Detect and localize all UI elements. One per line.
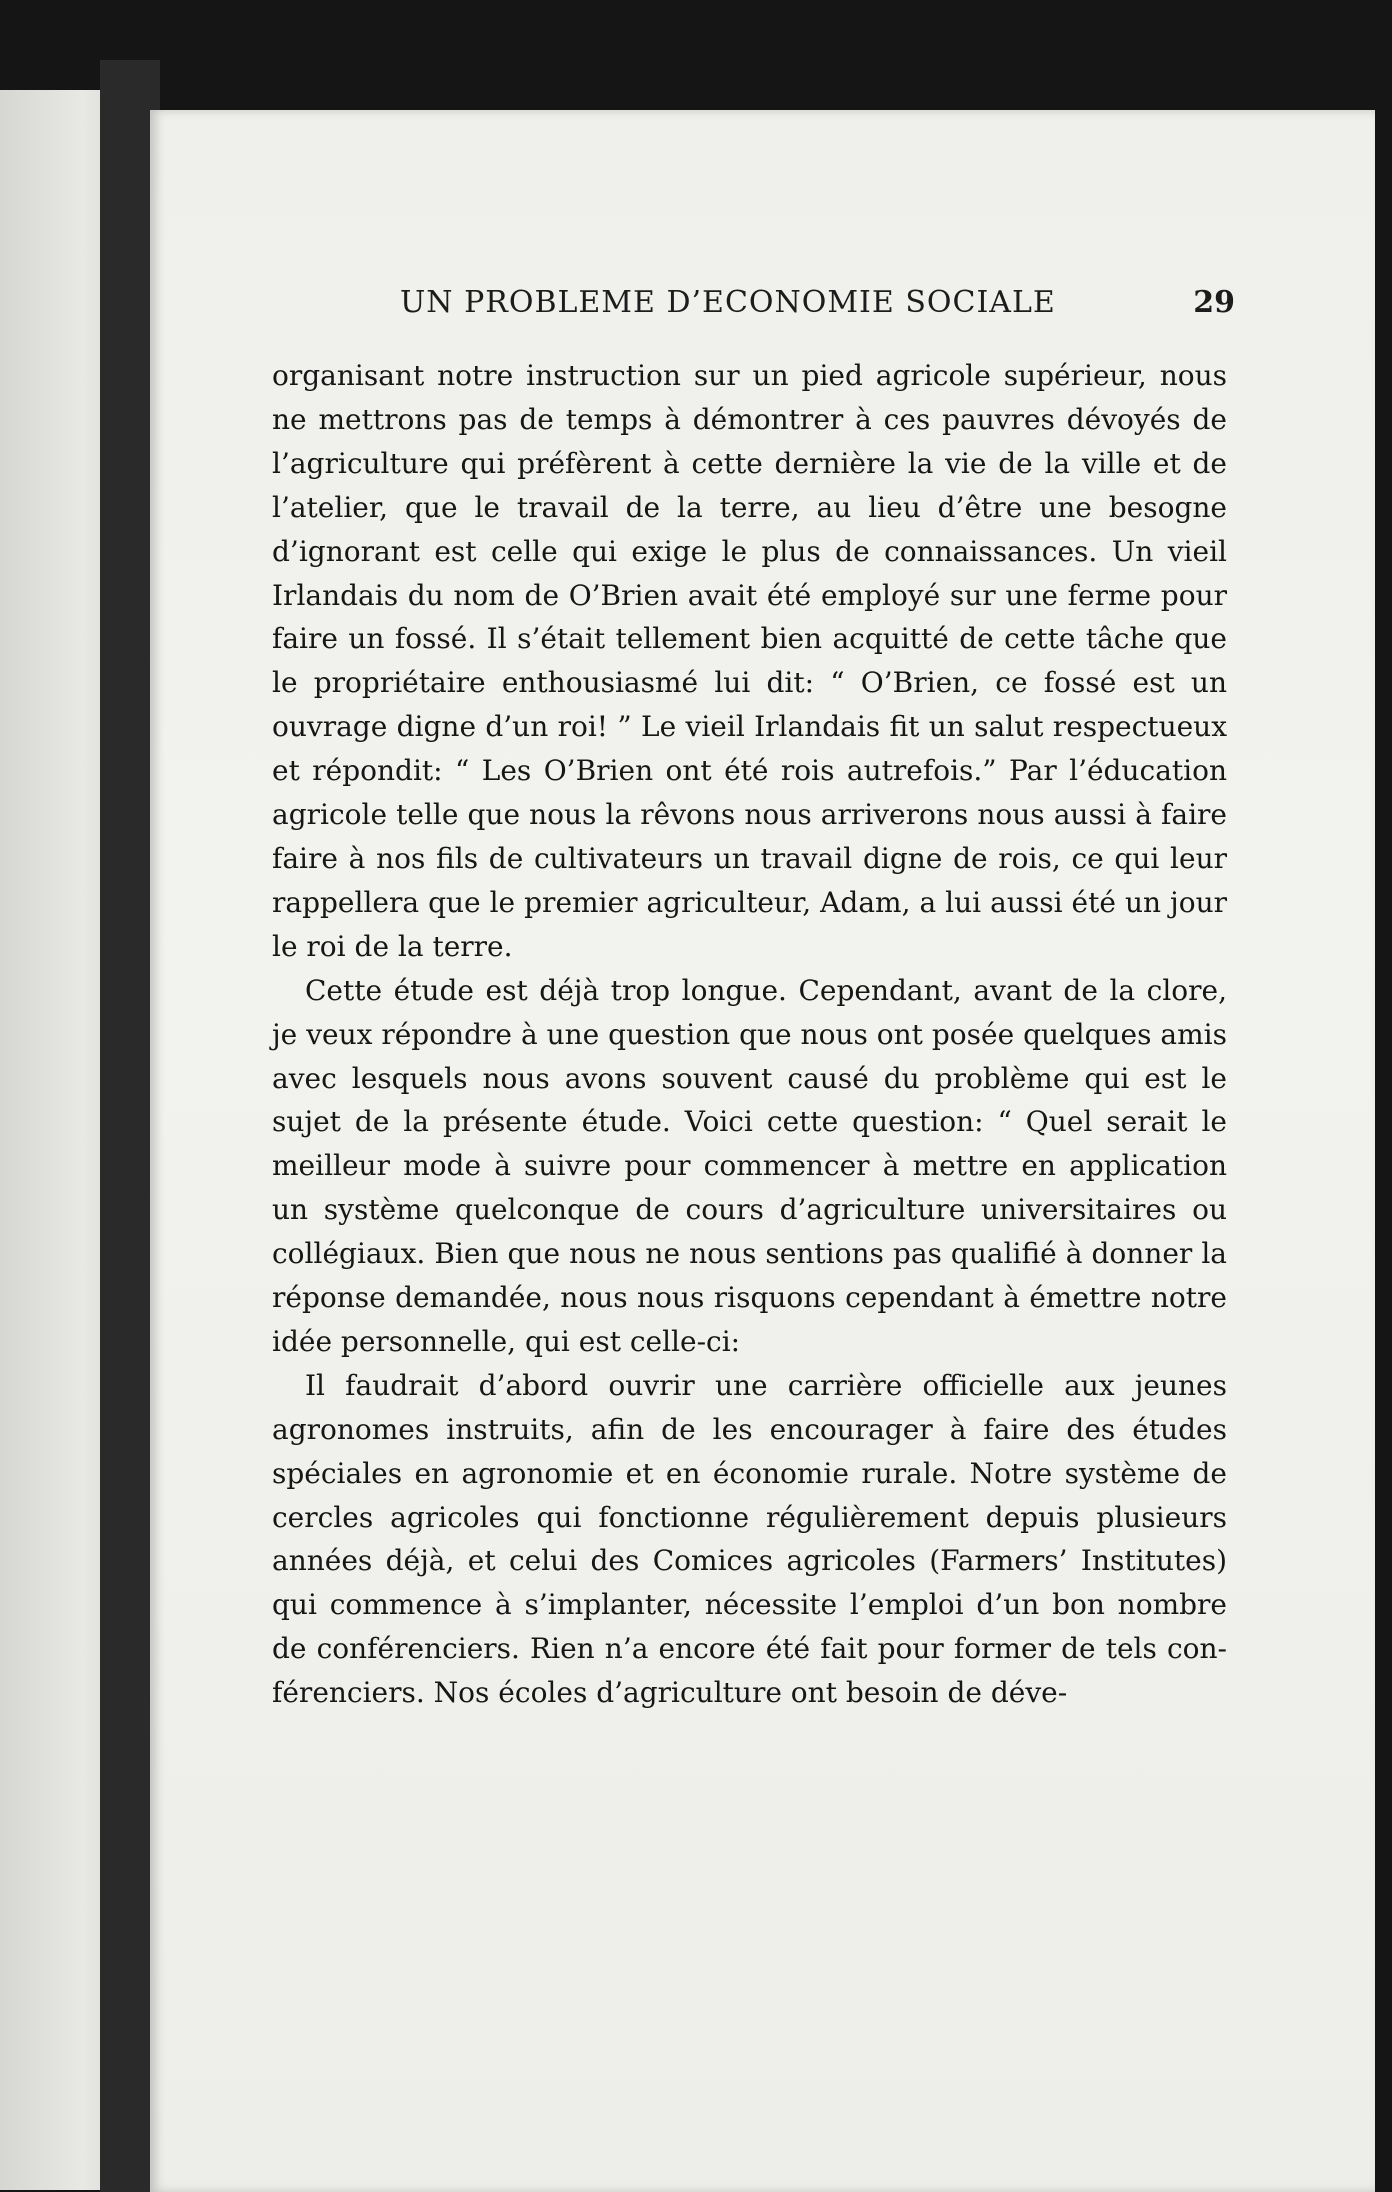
- running-header: [250, 285, 1235, 330]
- running-title: UN PROBLEME D’ECONOMIE SOCIALE: [400, 285, 1056, 320]
- paragraph-question: Cette étude est déjà trop longue. Cependant, avant de la clore, je veux répondre à une question que nous ont posée quelques amis avec lesquels nous avons souvent causé du problème qui est le sujet de la présente étude. Voici cette question: “ Quel serait le meilleur mode à suivre pour commencer à mettre en application un système quelconque de cours d’agriculture universitaires ou collégiaux. Bien que nous ne nous sentions pas qualifié à donner la réponse demandée, nous nous risquons cependant à émettre notre idée personnelle, qui est celle-ci:: [272, 973, 1227, 1358]
- paragraph-answer: Il faudrait d’abord ouvrir une carrière officielle aux jeunes agronomes instruits, afin de les encourager à faire des études spéciales en agronomie et en économie rurale. Notre système de cercles agricoles qui fonctionne régulièrement depuis plusieurs années déjà, et celui des Comices agricoles (Farmers’ Institutes) qui commence à s’implanter, nécessite l’emploi d’un bon nombre de conférenciers. Rien n’a encore été fait pour former de tels conférenciers. Nos écoles d’agriculture ont besoin de déve-: [272, 1368, 1227, 1710]
- page-number: 29: [1193, 285, 1235, 320]
- body-text: [272, 354, 1227, 1715]
- paragraph-continuation: organisant notre instruction sur un pied agricole supérieur, nous ne mettrons pas de temps à démontrer à ces pauvres dévoyés de l’agriculture qui préfèrent à cette dernière la vie de la ville et de l’atelier, que le travail de la terre, au lieu d’être une besogne d’ignorant est celle qui exige le plus de connaissances. Un vieil Irlandais du nom de O’Brien avait été employé sur une ferme pour faire un fossé. Il s’était tellement bien acquitté de cette tâche que le propriétaire enthousiasmé lui dit: “ O’Brien, ce fossé est un ouvrage digne d’un roi! ” Le vieil Irlandais fit un salut respectueux et répondit: “ Les O’Brien ont été rois autrefois.” Par l’éducation agricole telle que nous la rêvons nous arriverons nous aussi à faire faire à nos fils de cultivateurs un travail digne de rois, ce qui leur rappellera que le premier agriculteur, Adam, a lui aussi été un jour le roi de la terre.: [272, 359, 1227, 963]
